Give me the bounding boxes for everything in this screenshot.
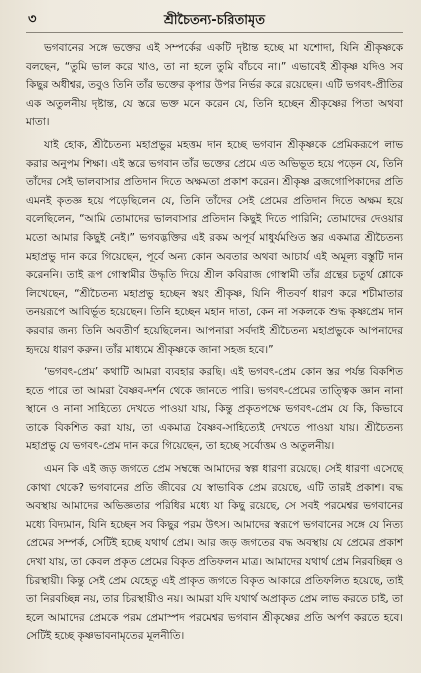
paragraph: ভগবানের সঙ্গে ভক্তের এই সম্পর্কের একটি দৃষ্টান্ত হচ্ছে মা যশোদা, যিনি শ্রীকৃষ্ণকে বলছেন, “তুমি ভাল করে খাও, তা না হলে তুমি বাঁচবে না।” এভাবেই শ্রীকৃষ্ণ যদিও সব কিছুর অধীশ্বর, তবুও তিনি তাঁর ভক্তের কৃপার উপর নির্ভর করে রয়েছেন। এটি ভগবৎ-প্রীতির এক অতুলনীয় দৃষ্টান্ত, যে স্তরে ভক্ত মনে করেন যে, তিনি হচ্ছেন শ্রীকৃষ্ণের পিতা অথবা মাতা। <box>26 42 403 129</box>
page-header <box>26 6 403 33</box>
paragraph: ‘ভগবৎ-প্রেম’ কথাটি আমরা ব্যবহার করছি। এই ভগবৎ-প্রেম কোন স্তর পর্যন্ত বিকশিত হতে পারে তা আমরা বৈষ্ণব-দর্শন থেকে জানতে পারি। ভগবৎ-প্রেমের তাত্ত্বিক জ্ঞান নানা স্থানে ও নানা সাহিত্যে দেখতে পাওয়া যায়, কিন্তু প্রকৃতপক্ষে ভগবৎ-প্রেম যে কি, কিভাবে তাকে বিকশিত করা যায়, তা একমাত্র বৈষ্ণব-সাহিত্যেই দেখতে পাওয়া যায়। শ্রীচৈতন্য মহাপ্রভু যে ভগবৎ-প্রেম দান করে গিয়েছেন, তা হচ্ছে সর্বোত্তম ও অতুলনীয়। <box>26 366 403 453</box>
paragraph: এমন কি এই জড় জগতে প্রেম সম্বন্ধে আমাদের স্বল্প ধারণা রয়েছে। সেই ধারণা এসেছে কোথা থেকে? ভগবানের প্রতি জীবের যে স্বাভাবিক প্রেম রয়েছে, এটি তারই প্রকাশ। বদ্ধ অবস্থায় আমাদের অভিজ্ঞতার পরিধির মধ্যে যা কিছু রয়েছে, সে সবই পরমেশ্বর ভগবানের মধ্যে বিদ্যমান, যিনি হচ্ছেন সব কিছুর পরম উৎস। আমাদের স্বরূপে ভগবানের সঙ্গে যে নিত্য প্রেমের সম্পর্ক, সেটিই হচ্ছে যথার্থ প্রেম। আর জড় জগতের বদ্ধ অবস্থায় যে প্রেমের প্রকাশ দেখা যায়, তা কেবল প্রকৃত প্রেমের বিকৃত প্রতিফলন মাত্র। আমাদের যথার্থ প্রেম নিরবচ্ছিন্ন ও চিরস্থায়ী। কিন্তু সেই প্রেম যেহেতু এই প্রাকৃত জগতে বিকৃত আকারে প্রতিফলিত হয়েছে, তাই তা নিরবচ্ছিন্ন নয়, তার চিরস্থায়ীও নয়। আমরা যদি যথার্থ অপ্রাকৃত প্রেম লাভ করতে চাই, তা হলে আমাদের প্রেমকে পরম প্রেমাস্পদ পরমেশ্বর ভগবান শ্রীকৃষ্ণের প্রতি অর্পণ করতে হবে। সেটিই হচ্ছে কৃষ্ণভাবনামৃতের মূলনীতি। <box>26 463 403 643</box>
paragraph: যাই হোক, শ্রীচৈতন্য মহাপ্রভুর মহত্তম দান হচ্ছে ভগবান শ্রীকৃষ্ণকে প্রেমিকরূপে লাভ করার অনুপম শিক্ষা। এই স্তরে ভগবান তাঁর ভক্তের প্রেমে এত অভিভূত হয়ে পড়েন যে, তিনি তাঁদের সেই ভালবাসার প্রতিদান দিতে অক্ষমতা প্রকাশ করেন। শ্রীকৃষ্ণ ব্রজগোপিকাদের প্রতি এমনই কৃতজ্ঞ হয়ে পড়েছিলেন যে, তিনি তাঁদের সেই প্রেমের প্রতিদান দিতে অক্ষম হয়ে বলেছিলেন, “আমি তোমাদের ভালবাসার প্রতিদান কিছুই দিতে পারিনি; তোমাদের দেওয়ার মতো আমার কিছুই নেই।” ভগবদ্ভক্তির এই রকম অপূর্ব মাধুর্যমণ্ডিত স্তর একমাত্র শ্রীচৈতন্য মহাপ্রভু দান করে গিয়েছেন, পূর্বে অন্য কোন অবতার অথবা আচার্য এই অমূল্য বস্তুটি দান করেননি। তাই রূপ গোস্বামীর উদ্ধৃতি দিয়ে শ্রীল কবিরাজ গোস্বামী তাঁর গ্রন্থের চতুর্থ শ্লোকে লিখেছেন, “শ্রীচৈতন্য মহাপ্রভু হচ্ছেন স্বয়ং শ্রীকৃষ্ণ, যিনি পীতবর্ণ ধারণ করে শচীমাতার তনয়রূপে আবির্ভূত হয়েছেন। তিনি হচ্ছেন মহান দাতা, কেন না সকলকে শুদ্ধ কৃষ্ণপ্রেম দান করবার জন্য তিনি অবতীর্ণ হয়েছিলেন। আপনারা সর্বদাই শ্রীচৈতন্য মহাপ্রভুকে আপনাদের হৃদয়ে ধারণ করুন। তাঁর মাধ্যমে শ্রীকৃষ্ণকে জানা সহজ হবে।” <box>26 138 403 356</box>
page-number: ৩ <box>28 12 37 27</box>
body-text <box>26 39 403 646</box>
running-title: শ্রীচৈতন্য-চরিতামৃত <box>163 13 266 28</box>
